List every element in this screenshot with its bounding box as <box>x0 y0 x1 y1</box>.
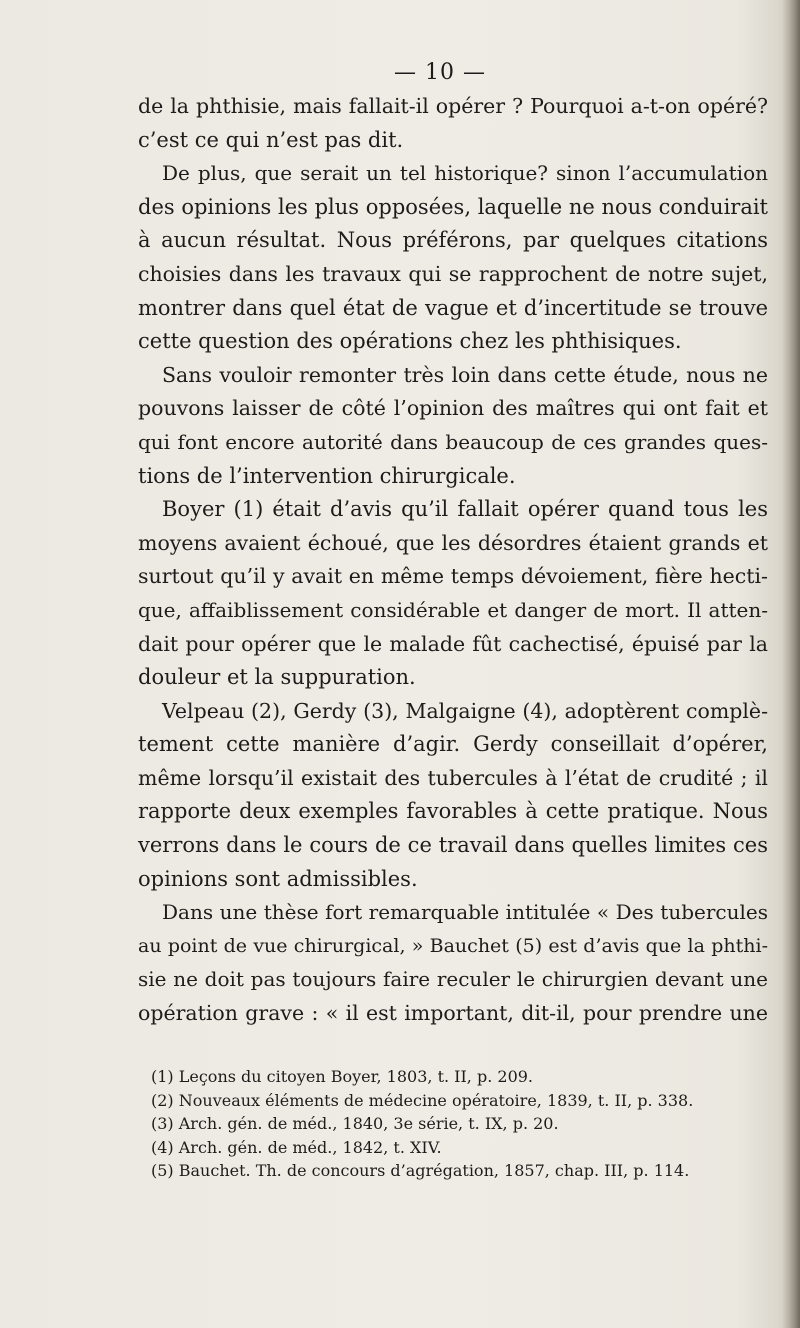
text-line: que, affaiblissement considérable et danger de mort. Il atten- <box>138 597 768 622</box>
text-line: au point de vue chirurgical, » Bauchet (5) est d’avis que la phthi- <box>138 934 768 957</box>
footnote: (5) Bauchet. Th. de concours d’agrégation, 1857, chap. III, p. 114. <box>151 1161 690 1180</box>
text-line: qui font encore autorité dans beaucoup de ces grandes ques- <box>138 429 768 454</box>
text-line: surtout qu’il y avait en même temps dévoiement, fière hecti- <box>138 564 768 589</box>
text-line: verrons dans le cours de ce travail dans quelles limites ces <box>138 833 768 858</box>
text-line: choisies dans les travaux qui se rapprochent de notre sujet, <box>138 261 768 286</box>
page-number: — 10 — <box>394 60 486 85</box>
text-line: sie ne doit pas toujours faire reculer le chirurgien devant une <box>138 967 768 992</box>
text-line: opération grave : « il est important, dit-il, pour prendre une <box>138 1001 768 1026</box>
text-line: De plus, que serait un tel historique? sinon l’accumulation <box>162 161 768 186</box>
text-line: Velpeau (2), Gerdy (3), Malgaigne (4), adoptèrent complè- <box>162 698 768 723</box>
text-line: tement cette manière d’agir. Gerdy conseillait d’opérer, <box>138 732 768 757</box>
text-line: même lorsqu’il existait des tubercules à l’état de crudité ; il <box>138 765 768 790</box>
body-text <box>138 90 768 1031</box>
text-line: moyens avaient échoué, que les désordres étaient grands et <box>138 530 768 555</box>
text-line: c’est ce qui n’est pas dit. <box>138 127 404 152</box>
footnote: (3) Arch. gén. de méd., 1840, 3e série, t. IX, p. 20. <box>151 1114 559 1133</box>
text-line: de la phthisie, mais fallait-il opérer ? Pourquoi a-t-on opéré? <box>138 94 768 118</box>
text-line: dait pour opérer que le malade fût cachectisé, épuisé par la <box>138 631 768 656</box>
footnote: (4) Arch. gén. de méd., 1842, t. XIV. <box>151 1137 442 1157</box>
text-line: montrer dans quel état de vague et d’incertitude se trouve <box>138 295 768 320</box>
footnotes <box>138 1065 758 1183</box>
text-line: Sans vouloir remonter très loin dans cette étude, nous ne <box>162 362 768 387</box>
text-line: opinions sont admissibles. <box>138 866 418 891</box>
page-edge-shadow <box>782 0 800 1328</box>
text-line: tions de l’intervention chirurgicale. <box>138 463 516 488</box>
footnote: (2) Nouveaux éléments de médecine opératoire, 1839, t. II, p. 338. <box>151 1090 694 1110</box>
text-line: douleur et la suppuration. <box>138 665 416 690</box>
text-line: des opinions les plus opposées, laquelle ne nous conduirait <box>138 194 768 219</box>
text-line: Dans une thèse fort remarquable intitulée « Des tubercules <box>162 900 768 925</box>
footnote: (1) Leçons du citoyen Boyer, 1803, t. II, p. 209. <box>151 1067 534 1086</box>
text-line: Boyer (1) était d’avis qu’il fallait opérer quand tous les <box>162 497 768 522</box>
text-line: cette question des opérations chez les phthisiques. <box>138 329 682 354</box>
text-line: pouvons laisser de côté l’opinion des maîtres qui ont fait et <box>138 396 768 421</box>
text-line: rapporte deux exemples favorables à cette pratique. Nous <box>138 799 768 824</box>
text-line: à aucun résultat. Nous préférons, par quelques citations <box>138 228 768 253</box>
